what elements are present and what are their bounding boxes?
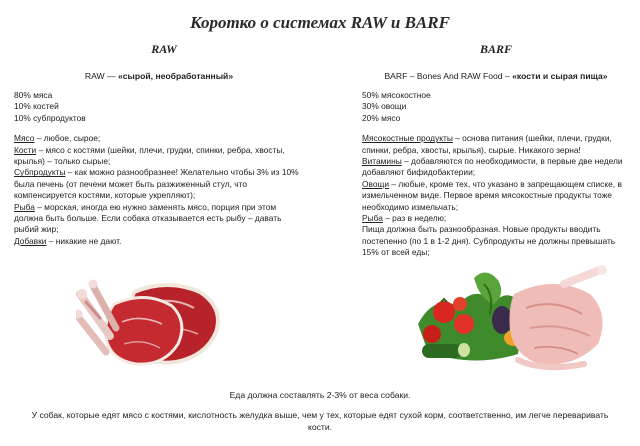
barf-item-term: Рыба <box>362 213 383 224</box>
raw-heading: RAW <box>151 42 177 56</box>
barf-item-text: Пища должна быть разнообразная. Новые продукты вводить постепенно (по 1 в 1-2 дня). Субпродукты не должны превышать 15% от всей еды; <box>362 224 616 258</box>
raw-item-text: – мясо с костями (шейки, плечи, грудки, спинки, ребра, хвосты, крылья) – только сырые; <box>14 144 285 167</box>
barf-item-term: Витамины <box>362 156 402 167</box>
raw-subtitle-prefix: RAW — <box>84 71 118 81</box>
raw-item-text: – морская, иногда ею нужно заменять мясо, порция при этом должна быть больше. Если собака отказывается есть рыбу – давать рыбий жир; <box>14 201 282 235</box>
barf-subtitle <box>362 71 630 81</box>
barf-item-term: Овощи <box>362 178 390 189</box>
barf-heading: BARF <box>479 42 512 56</box>
barf-item-vegetables <box>362 179 630 213</box>
raw-item-text: – любое, сырое; <box>34 133 101 144</box>
raw-item-additives <box>14 236 304 247</box>
raw-item-term: Субпродукты <box>14 167 66 178</box>
barf-subtitle-prefix: BARF – Bones And RAW Food – <box>384 71 513 81</box>
raw-ratio-offal: 10% субпродуктов <box>14 112 86 123</box>
raw-item-text: – никакие не дают. <box>46 235 122 246</box>
barf-item-text: – раз в неделю; <box>382 213 447 224</box>
barf-items <box>362 133 630 258</box>
raw-item-meat <box>14 133 304 144</box>
raw-items <box>14 133 304 247</box>
raw-item-offal <box>14 167 304 201</box>
barf-ratio-vegetables: 30% овощи <box>362 101 407 112</box>
footer-line-2: У собак, которые едят мясо с костями, кислотность желудка выше, чем у тех, которые едят сухой корм, соответственно, им легче переваривать кости. <box>31 410 609 432</box>
barf-item-text: – основа питания (шейки, плечи, грудки, спинки, ребра, хвосты, крылья), сырые. Никакого зерна! <box>362 133 612 155</box>
raw-subtitle-bold: «сырой, необработанный» <box>117 71 234 81</box>
raw-item-bones <box>14 145 304 168</box>
page-title: Коротко о системах RAW и BARF <box>190 13 450 32</box>
barf-item-term: Мясокостные продукты <box>362 133 453 144</box>
barf-item-variety <box>362 224 630 258</box>
raw-item-fish <box>14 202 304 236</box>
footer-line-1: Еда должна составлять 2-3% от веса собаки. <box>229 390 411 400</box>
barf-ratio-meat: 20% мясо <box>362 112 401 123</box>
barf-item-fish <box>362 213 630 224</box>
barf-column <box>362 42 630 259</box>
barf-ratio-meat-bone: 50% мясокостное <box>362 90 431 100</box>
raw-ratios <box>14 90 304 124</box>
raw-item-term: Рыба <box>14 201 35 212</box>
barf-item-vitamins <box>362 156 630 179</box>
barf-subtitle-bold: «кости и сырая пища» <box>512 71 608 81</box>
raw-column <box>14 42 304 247</box>
raw-ratio-bones: 10% костей <box>14 101 59 112</box>
raw-subtitle <box>14 71 304 81</box>
raw-item-term: Кости <box>14 144 37 155</box>
barf-ratios <box>362 90 630 124</box>
raw-meat-image <box>76 274 228 370</box>
barf-item-text: – любые, кроме тех, что указано в запрещающем списке, в измельченном виде. Первое время мясокостные продукты тоже необходимо измельчать; <box>362 178 622 212</box>
barf-item-text: – добавляются по необходимости, в первые две недели добавляют бифидобактерии; <box>362 156 623 178</box>
raw-item-text: – как можно разнообразнее! Желательно чтобы 3% из 10% была печень (от печени может быть разжиженный стул, что компенсируется костями, которые укрепляют); <box>14 167 299 201</box>
raw-item-term: Мясо <box>14 133 35 144</box>
barf-item-meat-bone <box>362 133 630 156</box>
raw-ratio-meat: 80% мяса <box>14 90 53 100</box>
barf-food-image <box>414 264 610 376</box>
raw-item-term: Добавки <box>14 235 47 246</box>
